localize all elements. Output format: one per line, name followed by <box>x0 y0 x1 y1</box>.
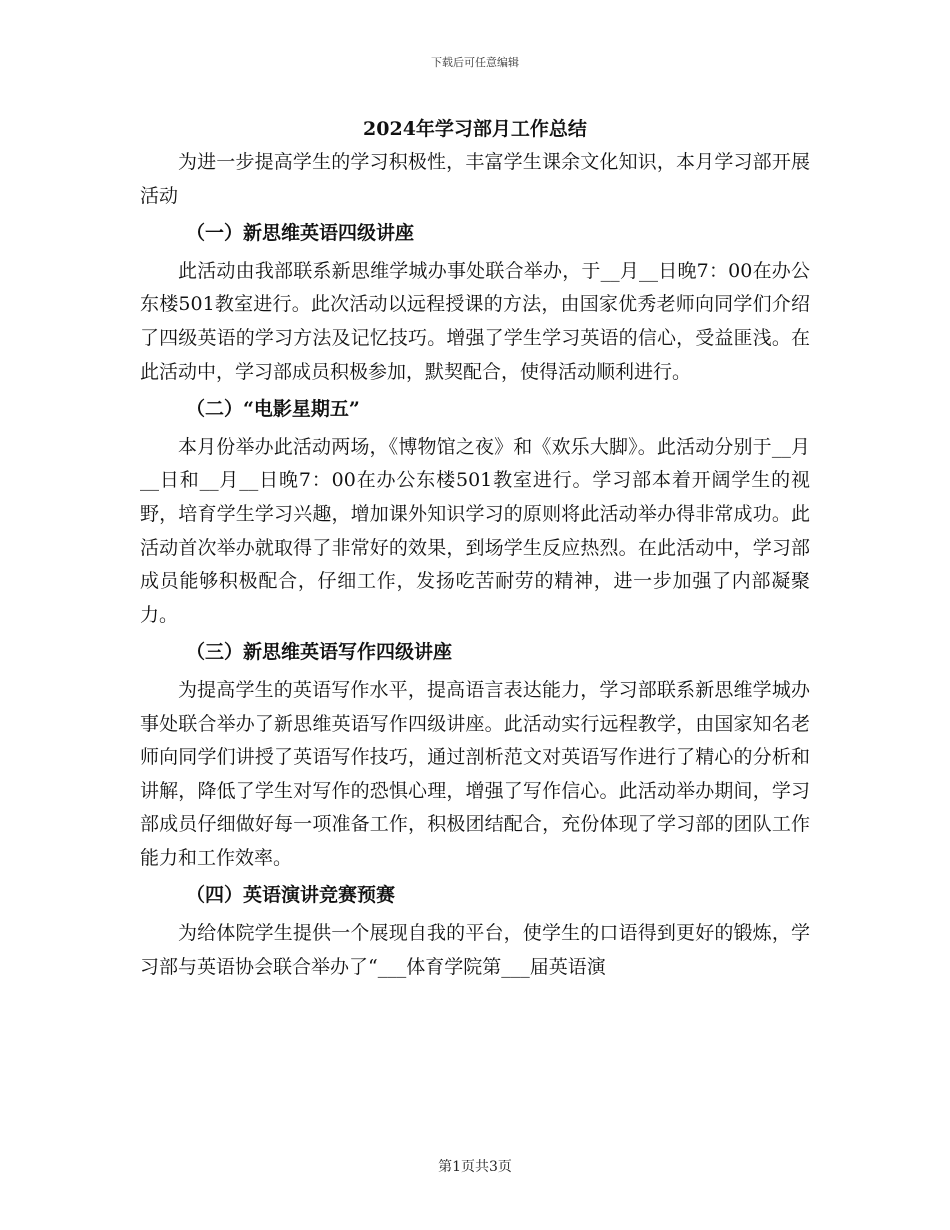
section-heading-4: （四）英语演讲竞赛预赛 <box>186 884 396 907</box>
section-body-2: 本月份举办此活动两场，《博物馆之夜》和《欢乐大脚》。此活动分别于__月__日和__月__日晚7：00在办公东楼501教室进行。学习部本着开阔学生的视野，培育学生学习兴趣，增加课外知识学习的原则将此活动举办得非常成功。此活动首次举办就取得了非常好的效果，到场学生反应热烈。在此活动中，学习部成员能够积极配合，仔细工作，发扬吃苦耐劳的精神，进一步加强了内部凝聚力。 <box>140 435 810 626</box>
header-note: 下载后可任意编辑 <box>431 56 519 69</box>
page-title: 2024年学习部月工作总结 <box>363 118 587 140</box>
section-body-3: 为提高学生的英语写作水平，提高语言表达能力，学习部联系新思维学城办事处联合举办了新思维英语写作四级讲座。此活动实行远程教学，由国家知名老师向同学们讲授了英语写作技巧，通过剖析范文对英语写作进行了精心的分析和讲解，降低了学生对写作的恐惧心理，增强了写作信心。此活动举办期间，学习部成员仔细做好每一项准备工作，积极团结配合，充份体现了学习部的团队工作能力和工作效率。 <box>140 678 810 869</box>
section-heading-2: （二）“电影星期五” <box>186 398 360 421</box>
page-footer: 第1页共3页 <box>438 1159 512 1175</box>
section-body-1: 此活动由我部联系新思维学城办事处联合举办，于__月__日晚7：00在办公东楼501教室进行。此次活动以远程授课的方法，由国家优秀老师向同学们介绍了四级英语的学习方法及记忆技巧。增强了学生学习英语的信心，受益匪浅。在此活动中，学习部成员积极参加，默契配合，使得活动顺利进行。 <box>140 259 810 383</box>
section-heading-3: （三）新思维英语写作四级讲座 <box>186 641 453 664</box>
section-body-4: 为给体院学生提供一个展现自我的平台，使学生的口语得到更好的锻炼，学习部与英语协会联合举办了“___体育学院第___届英语演 <box>140 922 810 978</box>
intro-paragraph: 为进一步提高学生的学习积极性，丰富学生课余文化知识，本月学习部开展活动 <box>140 151 810 207</box>
section-heading-1: （一）新思维英语四级讲座 <box>186 222 415 245</box>
document-body <box>140 146 810 984</box>
